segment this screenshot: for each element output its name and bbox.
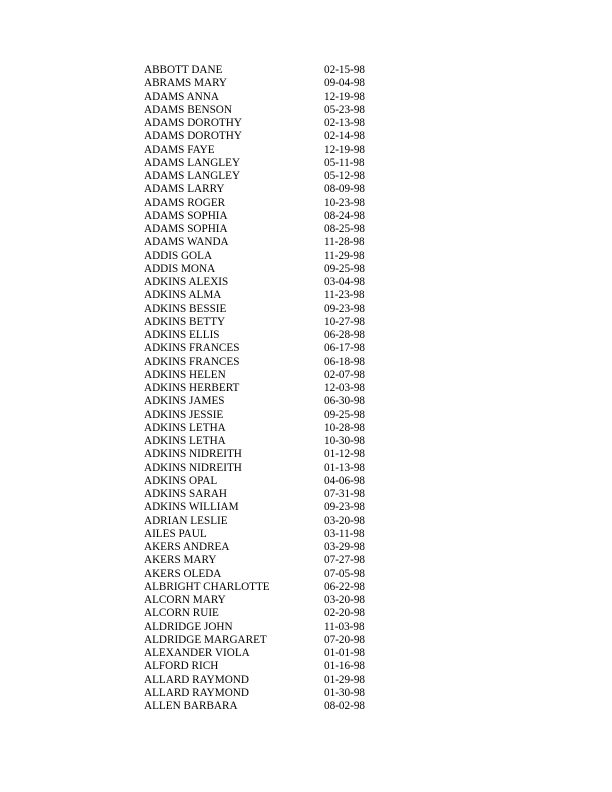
record-date: 11-23-98 bbox=[324, 289, 365, 302]
record-date: 09-23-98 bbox=[324, 501, 366, 514]
record-name: ALCORN MARY bbox=[144, 594, 226, 606]
record-date: 05-12-98 bbox=[324, 170, 366, 182]
record-name: ADKINS NIDREITH bbox=[144, 448, 242, 461]
record-date: 09-25-98 bbox=[324, 408, 366, 421]
record-name: ADDIS GOLA bbox=[144, 249, 213, 262]
record-name: ADAMS LANGLEY bbox=[144, 170, 241, 182]
record-date: 11-29-98 bbox=[324, 249, 365, 262]
record-date: 05-11-98 bbox=[324, 156, 365, 169]
list-item bbox=[144, 130, 384, 143]
record-date: 03-11-98 bbox=[324, 527, 365, 540]
record-name: ADKINS FRANCES bbox=[144, 355, 240, 368]
list-item bbox=[144, 660, 384, 673]
record-name: ADAMS BENSON bbox=[144, 103, 232, 116]
list-item bbox=[144, 634, 384, 647]
record-date: 03-04-98 bbox=[324, 276, 366, 288]
list-item bbox=[144, 607, 384, 620]
record-name: ADKINS NIDREITH bbox=[144, 461, 242, 474]
record-name: ADKINS BESSIE bbox=[144, 302, 227, 315]
record-date: 10-30-98 bbox=[324, 435, 366, 447]
list-item bbox=[144, 303, 384, 316]
record-date: 09-25-98 bbox=[324, 262, 366, 275]
record-date: 12-19-98 bbox=[324, 90, 366, 103]
record-name: ADRIAN LESLIE bbox=[144, 514, 228, 527]
record-name: ADKINS LETHA bbox=[144, 435, 226, 447]
record-date: 01-01-98 bbox=[324, 647, 366, 659]
list-item bbox=[144, 342, 384, 355]
record-name: ADAMS SOPHIA bbox=[144, 209, 228, 222]
list-item bbox=[144, 210, 384, 223]
record-date: 11-03-98 bbox=[324, 620, 365, 633]
record-date: 01-30-98 bbox=[324, 686, 366, 699]
record-name: ALBRIGHT CHARLOTTE bbox=[144, 580, 270, 593]
record-name: ADAMS ROGER bbox=[144, 196, 226, 209]
record-date: 08-25-98 bbox=[324, 223, 366, 235]
record-date: 08-24-98 bbox=[324, 209, 366, 222]
record-date: 04-06-98 bbox=[324, 474, 366, 487]
list-item bbox=[144, 250, 384, 263]
record-name: ADKINS JESSIE bbox=[144, 408, 224, 421]
record-date: 10-23-98 bbox=[324, 196, 366, 209]
record-date: 12-03-98 bbox=[324, 382, 366, 394]
record-name: ADAMS ANNA bbox=[144, 90, 219, 103]
record-name: ADKINS FRANCES bbox=[144, 342, 240, 355]
list-item bbox=[144, 104, 384, 117]
list-item bbox=[144, 621, 384, 634]
list-item bbox=[144, 183, 384, 196]
record-name: ABBOTT DANE bbox=[144, 64, 223, 76]
record-date: 02-13-98 bbox=[324, 117, 366, 129]
list-item bbox=[144, 356, 384, 369]
record-name: ADAMS SOPHIA bbox=[144, 223, 228, 235]
list-item bbox=[144, 448, 384, 461]
record-date: 06-22-98 bbox=[324, 580, 366, 593]
list-item bbox=[144, 501, 384, 514]
record-date: 02-07-98 bbox=[324, 368, 366, 381]
record-name: ADKINS ELLIS bbox=[144, 329, 220, 341]
list-item bbox=[144, 329, 384, 342]
list-item bbox=[144, 422, 384, 435]
record-date: 02-15-98 bbox=[324, 64, 366, 76]
record-name: ADKINS BETTY bbox=[144, 315, 226, 328]
record-date: 07-20-98 bbox=[324, 633, 366, 646]
record-name: ADAMS LANGLEY bbox=[144, 156, 241, 169]
record-date: 11-28-98 bbox=[324, 236, 365, 249]
list-item bbox=[144, 197, 384, 210]
record-date: 06-28-98 bbox=[324, 329, 366, 341]
record-name: ADAMS WANDA bbox=[144, 236, 229, 249]
list-item bbox=[144, 488, 384, 501]
record-name: ALLARD RAYMOND bbox=[144, 686, 249, 699]
list-item bbox=[144, 77, 384, 90]
list-item bbox=[144, 475, 384, 488]
record-date: 01-16-98 bbox=[324, 660, 366, 673]
list-item bbox=[144, 462, 384, 475]
list-item bbox=[144, 263, 384, 276]
list-item bbox=[144, 170, 384, 183]
record-name: ADKINS SARAH bbox=[144, 488, 227, 500]
record-name: ADKINS HELEN bbox=[144, 368, 226, 381]
list-item bbox=[144, 223, 384, 236]
record-date: 07-27-98 bbox=[324, 554, 366, 567]
list-item bbox=[144, 144, 384, 157]
record-name: ADAMS DOROTHY bbox=[144, 117, 242, 129]
list-item bbox=[144, 91, 384, 104]
record-date: 02-14-98 bbox=[324, 130, 366, 143]
record-name: ALLEN BARBARA bbox=[144, 700, 238, 712]
list-item bbox=[144, 157, 384, 170]
record-name: ADAMS FAYE bbox=[144, 143, 215, 156]
record-name: ADKINS ALEXIS bbox=[144, 276, 229, 288]
list-item bbox=[144, 409, 384, 422]
record-date: 06-18-98 bbox=[324, 355, 366, 368]
list-item bbox=[144, 276, 384, 289]
record-list bbox=[144, 64, 384, 713]
list-item bbox=[144, 568, 384, 581]
list-item bbox=[144, 541, 384, 554]
list-item bbox=[144, 647, 384, 660]
record-name: ADAMS DOROTHY bbox=[144, 130, 242, 143]
record-name: ADAMS LARRY bbox=[144, 183, 225, 196]
list-item bbox=[144, 64, 384, 77]
record-name: ADKINS LETHA bbox=[144, 421, 226, 434]
record-name: ALDRIDGE JOHN bbox=[144, 620, 233, 633]
record-date: 09-04-98 bbox=[324, 77, 366, 90]
record-name: ADKINS OPAL bbox=[144, 474, 218, 487]
record-date: 09-23-98 bbox=[324, 302, 366, 315]
record-name: ADKINS JAMES bbox=[144, 395, 225, 408]
list-item bbox=[144, 236, 384, 249]
list-item bbox=[144, 382, 384, 395]
record-date: 03-29-98 bbox=[324, 541, 366, 553]
list-item bbox=[144, 369, 384, 382]
record-date: 03-20-98 bbox=[324, 594, 366, 606]
list-item bbox=[144, 554, 384, 567]
list-item bbox=[144, 435, 384, 448]
record-name: AKERS MARY bbox=[144, 554, 217, 567]
record-date: 08-02-98 bbox=[324, 700, 366, 712]
record-name: ALLARD RAYMOND bbox=[144, 673, 249, 686]
list-item bbox=[144, 395, 384, 408]
record-date: 03-20-98 bbox=[324, 514, 366, 527]
record-name: AKERS OLEDA bbox=[144, 567, 222, 580]
list-item bbox=[144, 316, 384, 329]
record-date: 01-29-98 bbox=[324, 673, 366, 686]
record-date: 08-09-98 bbox=[324, 183, 366, 196]
list-item bbox=[144, 581, 384, 594]
list-item bbox=[144, 289, 384, 302]
list-item bbox=[144, 687, 384, 700]
record-date: 06-17-98 bbox=[324, 342, 366, 355]
record-date: 05-23-98 bbox=[324, 103, 366, 116]
record-date: 10-27-98 bbox=[324, 315, 366, 328]
list-item bbox=[144, 515, 384, 528]
record-date: 06-30-98 bbox=[324, 395, 366, 408]
list-item bbox=[144, 700, 384, 713]
record-name: ALFORD RICH bbox=[144, 660, 219, 673]
record-name: ALDRIDGE MARGARET bbox=[144, 633, 267, 646]
record-date: 10-28-98 bbox=[324, 421, 366, 434]
list-item bbox=[144, 528, 384, 541]
list-item bbox=[144, 674, 384, 687]
list-item bbox=[144, 117, 384, 130]
record-name: ADKINS HERBERT bbox=[144, 382, 240, 394]
record-date: 01-13-98 bbox=[324, 461, 366, 474]
record-name: AILES PAUL bbox=[144, 527, 207, 540]
record-date: 07-31-98 bbox=[324, 488, 366, 500]
record-date: 12-19-98 bbox=[324, 143, 366, 156]
record-name: ADKINS WILLIAM bbox=[144, 501, 239, 514]
record-date: 02-20-98 bbox=[324, 607, 366, 620]
record-name: AKERS ANDREA bbox=[144, 541, 230, 553]
record-name: ADDIS MONA bbox=[144, 262, 216, 275]
record-date: 07-05-98 bbox=[324, 567, 366, 580]
record-date: 01-12-98 bbox=[324, 448, 366, 461]
list-item bbox=[144, 594, 384, 607]
record-name: ADKINS ALMA bbox=[144, 289, 222, 302]
record-name: ALEXANDER VIOLA bbox=[144, 647, 250, 659]
record-name: ALCORN RUIE bbox=[144, 607, 219, 620]
record-name: ABRAMS MARY bbox=[144, 77, 227, 90]
